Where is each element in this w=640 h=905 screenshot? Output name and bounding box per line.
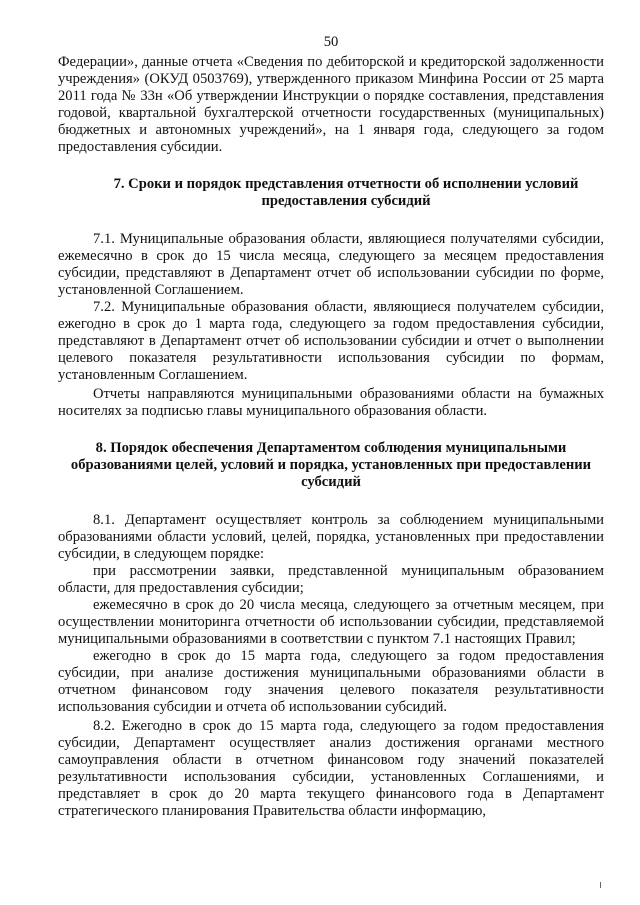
paragraph-8-1: 8.1. Департамент осуществляет контроль за соблюдением муниципальными образованиями области условий, целей, порядка, установленных при предоставлении субсидии, в следующем порядке: [58, 512, 604, 562]
paragraph-7-2: 7.2. Муниципальные образования области, являющиеся получателем субсидии, ежегодно в срок до 1 марта года, следующего за годом предоставления субсидии, представляют в Департамент отчет об использовании субсидии и отчет о выполнении целевого показателя результативности использования субсидии по формам, установленным Соглашением. [58, 299, 604, 383]
paragraph-7-1: 7.1. Муниципальные образования области, являющиеся получателями субсидии, ежемесячно в срок до 15 числа месяца, следующего за месяцем предоставления субсидии, представляют в Департамент отчет об использовании субсидии по форме, установленной Соглашением. [58, 231, 604, 298]
paragraph-8-1-item-1: при рассмотрении заявки, представленной муниципальным образованием области, для предоставления субсидии; [58, 563, 604, 596]
paragraph-8-1-item-2: ежемесячно в срок до 20 числа месяца, следующего за отчетным месяцем, при осуществлении мониторинга отчетности об использовании субсидии, представляемой муниципальными образованиями в соответствии с пунктом 7.1 настоящих Правил; [58, 597, 604, 647]
page-number: 50 [323, 34, 339, 50]
paragraph-7-reports: Отчеты направляются муниципальными образованиями области на бумажных носителях за подписью главы муниципального образования области. [58, 386, 604, 419]
section-8-heading: 8. Порядок обеспечения Департаментом соблюдения муниципальными образованиями целей, условий и порядка, установленных при предоставлении субсидий [70, 440, 592, 490]
paragraph-8-2: 8.2. Ежегодно в срок до 15 марта года, следующего за годом предоставления субсидии, Департамент осуществляет анализ достижения органами местного самоуправления области в отчетном финансовом году значений показателей результативности использования субсидии, установленных Соглашениями, и представляет в срок до 20 марта текущего финансового года в Департамент стратегического планирования Правительства области информацию, [58, 718, 604, 819]
paragraph-8-1-item-3: ежегодно в срок до 15 марта года, следующего за годом предоставления субсидии, при анализе достижения муниципальными образованиями области в отчетном финансовом году значения целевого показателя результативности использования субсидии и отчета об использовании субсидий. [58, 648, 604, 715]
document-page [58, 34, 604, 820]
intro-paragraph: Федерации», данные отчета «Сведения по дебиторской и кредиторской задолженности учреждения» (ОКУД 0503769), утвержденного приказом Минфина России от 25 марта 2011 года № 33н «Об утверждении Инструкции о порядке составления, представления годовой, квартальной бухгалтерской отчетности государственных (муниципальных) бюджетных и автономных учреждений», на 1 января года, следующего за годом предоставления субсидии. [58, 54, 604, 155]
section-7-heading: 7. Сроки и порядок представления отчетности об исполнении условий предоставления субсидий [113, 176, 579, 209]
scan-mark [600, 882, 601, 888]
